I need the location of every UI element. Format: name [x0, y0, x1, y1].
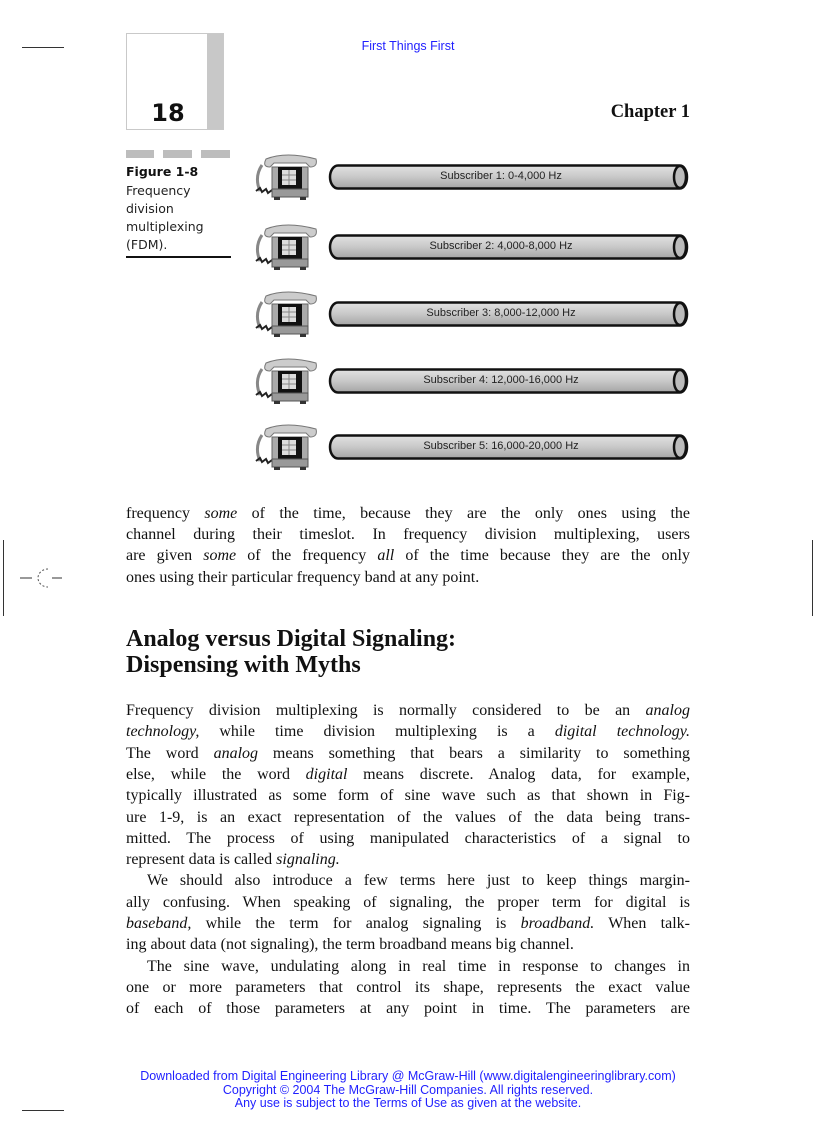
text-run: frequency — [126, 505, 205, 522]
text-line — [126, 745, 690, 766]
text-run: mitted. The process of using manipulated characteristics of a signal to — [126, 829, 690, 847]
text-run: When talk- — [594, 915, 690, 932]
text-run: one or more parameters that control its shape, represents the exact value — [126, 978, 690, 996]
text-line — [126, 830, 690, 851]
text-line — [126, 851, 690, 872]
text-run: else, while the word — [126, 765, 306, 783]
subscriber-row — [252, 423, 692, 473]
text-run: channel during their timeslot. In frequency division multiplexing, users — [126, 526, 690, 544]
figure-label: Figure 1-8 — [126, 164, 199, 179]
emphasis-text: broadband. — [520, 915, 595, 932]
emphasis-text: signaling. — [276, 851, 340, 869]
text-run: ally confusing. When speaking of signaling, the proper term for digital is — [126, 893, 690, 911]
text-run: of the time, because they are the only ones using the — [237, 505, 690, 522]
text-run: while time division multiplexing is a — [199, 723, 555, 741]
text-line — [126, 958, 690, 979]
emphasis-text: some — [204, 505, 238, 522]
text-line — [126, 547, 690, 568]
text-run: represent data is called — [126, 851, 277, 869]
figure-bar — [126, 150, 154, 158]
footer-download-link[interactable]: Downloaded from Digital Engineering Library @ McGraw-Hill (www.digitalengineeringlibrary.com) — [140, 1069, 676, 1083]
text-run: of the time because they are the only — [394, 547, 690, 565]
subscriber-label: Subscriber 1: 0-4,000 Hz — [440, 170, 562, 182]
telephone-icon — [252, 423, 320, 476]
page-number-box — [126, 33, 224, 130]
subscriber-label: Subscriber 3: 8,000-12,000 Hz — [426, 307, 576, 319]
subscriber-row — [252, 223, 692, 273]
text-run: are given — [126, 547, 204, 565]
caption-rule — [126, 256, 231, 258]
registration-mark — [18, 566, 64, 590]
text-line — [126, 894, 690, 915]
text-line — [126, 569, 690, 590]
emphasis-text: some — [203, 547, 237, 565]
text-run: typically illustrated as some form of sine wave such as that shown in Fig- — [126, 787, 690, 805]
emphasis-text: analog — [213, 744, 259, 762]
subscriber-label: Subscriber 2: 4,000-8,000 Hz — [429, 240, 573, 252]
section-heading: Dispensing with Myths — [126, 652, 361, 678]
text-line — [126, 936, 690, 957]
text-run: while the term for analog signaling is — [191, 915, 521, 932]
text-line — [126, 702, 690, 723]
emphasis-text: digital — [305, 765, 348, 783]
caption-line: Frequency — [126, 183, 191, 198]
subscriber-label: Subscriber 5: 16,000-20,000 Hz — [423, 440, 579, 452]
emphasis-text: baseband, — [126, 915, 192, 932]
caption-line: multiplexing — [126, 219, 204, 234]
text-run: means something that bears a similarity to something — [258, 744, 691, 762]
footer-copyright: Copyright © 2004 The McGraw-Hill Companies. All rights reserved. — [222, 1082, 594, 1097]
emphasis-text: digital technology. — [554, 723, 690, 741]
page-number-strip — [207, 34, 223, 129]
text-line — [126, 915, 690, 936]
subscriber-label: Subscriber 4: 12,000-16,000 Hz — [423, 374, 579, 386]
text-run: The sine wave, undulating along in real time in response to changes in — [147, 957, 690, 975]
section-heading: Analog versus Digital Signaling: — [126, 626, 457, 652]
crop-mark-left — [3, 540, 4, 616]
text-line — [126, 979, 690, 1000]
telephone-icon — [252, 290, 320, 343]
text-run: of each of those parameters at any point in time. The parameters are — [126, 1000, 690, 1018]
text-run: means discrete. Analog data, for example, — [347, 765, 691, 783]
telephone-icon — [252, 357, 320, 410]
text-line — [126, 872, 690, 893]
text-run: ones using their particular frequency band at any point. — [126, 568, 480, 586]
figure-caption — [126, 182, 230, 254]
figure-bar — [201, 150, 230, 158]
running-head[interactable]: First Things First — [361, 39, 455, 53]
text-line — [126, 505, 690, 526]
text-line — [126, 766, 690, 787]
caption-line: (FDM). — [126, 237, 168, 252]
text-run: of the frequency — [236, 547, 378, 565]
crop-mark-right — [812, 540, 813, 616]
text-line — [126, 1000, 690, 1021]
emphasis-text: technology, — [126, 723, 200, 741]
text-line — [126, 526, 690, 547]
telephone-icon — [252, 223, 320, 276]
text-run: ing about data (not signaling), the term broadband means big channel. — [126, 936, 574, 954]
text-line — [126, 809, 690, 830]
footer-terms[interactable]: Any use is subject to the Terms of Use as given at the website. — [234, 1096, 582, 1110]
chapter-title: Chapter 1 — [610, 102, 690, 122]
page-number: 18 — [151, 99, 185, 127]
emphasis-text: analog — [645, 702, 690, 719]
subscriber-row — [252, 290, 692, 340]
caption-line: division — [126, 201, 174, 216]
text-run: Frequency division multiplexing is normally considered to be an — [126, 702, 646, 719]
figure-bar — [163, 150, 192, 158]
telephone-icon — [252, 153, 320, 206]
subscriber-row — [252, 357, 692, 407]
text-run: The word — [126, 744, 214, 762]
emphasis-text: all — [377, 547, 395, 565]
text-run: We should also introduce a few terms here just to keep things margin- — [147, 872, 690, 890]
text-line — [126, 723, 690, 744]
text-run: ure 1-9, is an exact representation of the values of the data being trans- — [126, 808, 690, 826]
text-line — [126, 787, 690, 808]
subscriber-row — [252, 153, 692, 203]
footer — [0, 1070, 816, 1111]
